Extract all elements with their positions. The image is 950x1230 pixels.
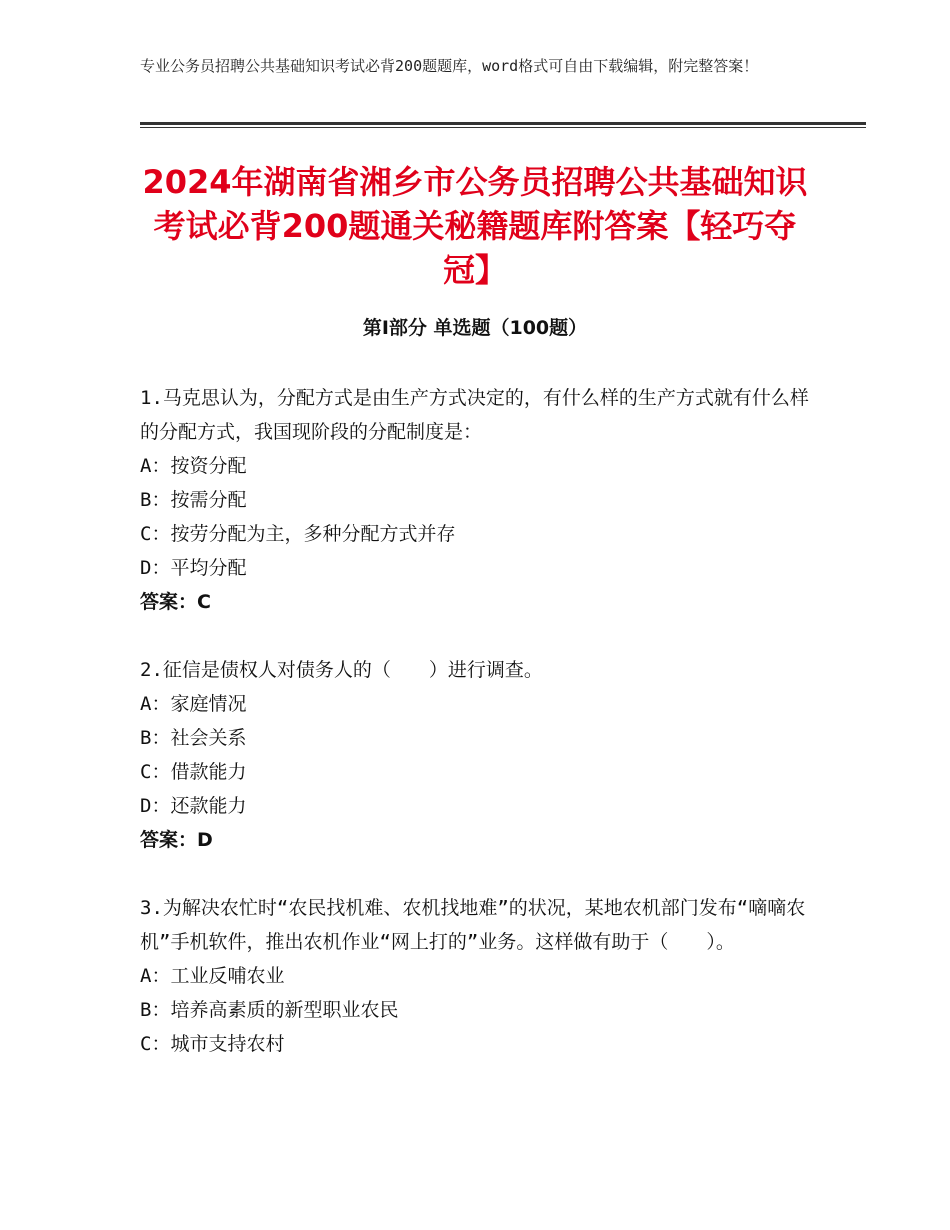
option-d: D：还款能力 [140,795,247,817]
answer: 答案：D [140,829,213,851]
header-note: 专业公务员招聘公共基础知识考试必背200题题库，word格式可自由下载编辑，附完整答案！ [140,57,759,75]
option-c: C：借款能力 [140,761,247,783]
question-stem: 1.马克思认为，分配方式是由生产方式决定的，有什么样的生产方式就有什么样的分配方式，我国现阶段的分配制度是： [140,387,809,443]
option-b: B：按需分配 [140,489,247,511]
section-title: 第Ⅰ部分 单选题（100题） [362,317,588,339]
question-stem: 2.征信是债权人对债务人的（ ）进行调查。 [140,659,543,681]
question-1 [140,381,820,619]
option-c: C：按劳分配为主，多种分配方式并存 [140,523,456,545]
question-2 [140,653,820,857]
header-rule-thin [140,127,866,128]
question-stem: 3.为解决农忙时“农民找机难、农机找地难”的状况，某地农机部门发布“嘀嘀农机”手机软件，推出农机作业“网上打的”业务。这样做有助于（ ）。 [140,897,806,953]
option-a: A：家庭情况 [140,693,247,715]
question-list [140,381,820,1095]
document-title: 2024年湖南省湘乡市公务员招聘公共基础知识考试必背200题通关秘籍题库附答案【轻巧夺冠】 [142,163,808,289]
option-a: A：工业反哺农业 [140,965,285,987]
option-d: D：平均分配 [140,557,247,579]
option-b: B：培养高素质的新型职业农民 [140,999,399,1021]
question-3 [140,891,820,1061]
option-b: B：社会关系 [140,727,247,749]
header-rule-thick [140,122,866,125]
option-c: C：城市支持农村 [140,1033,285,1055]
option-a: A：按资分配 [140,455,247,477]
answer: 答案：C [140,591,211,613]
